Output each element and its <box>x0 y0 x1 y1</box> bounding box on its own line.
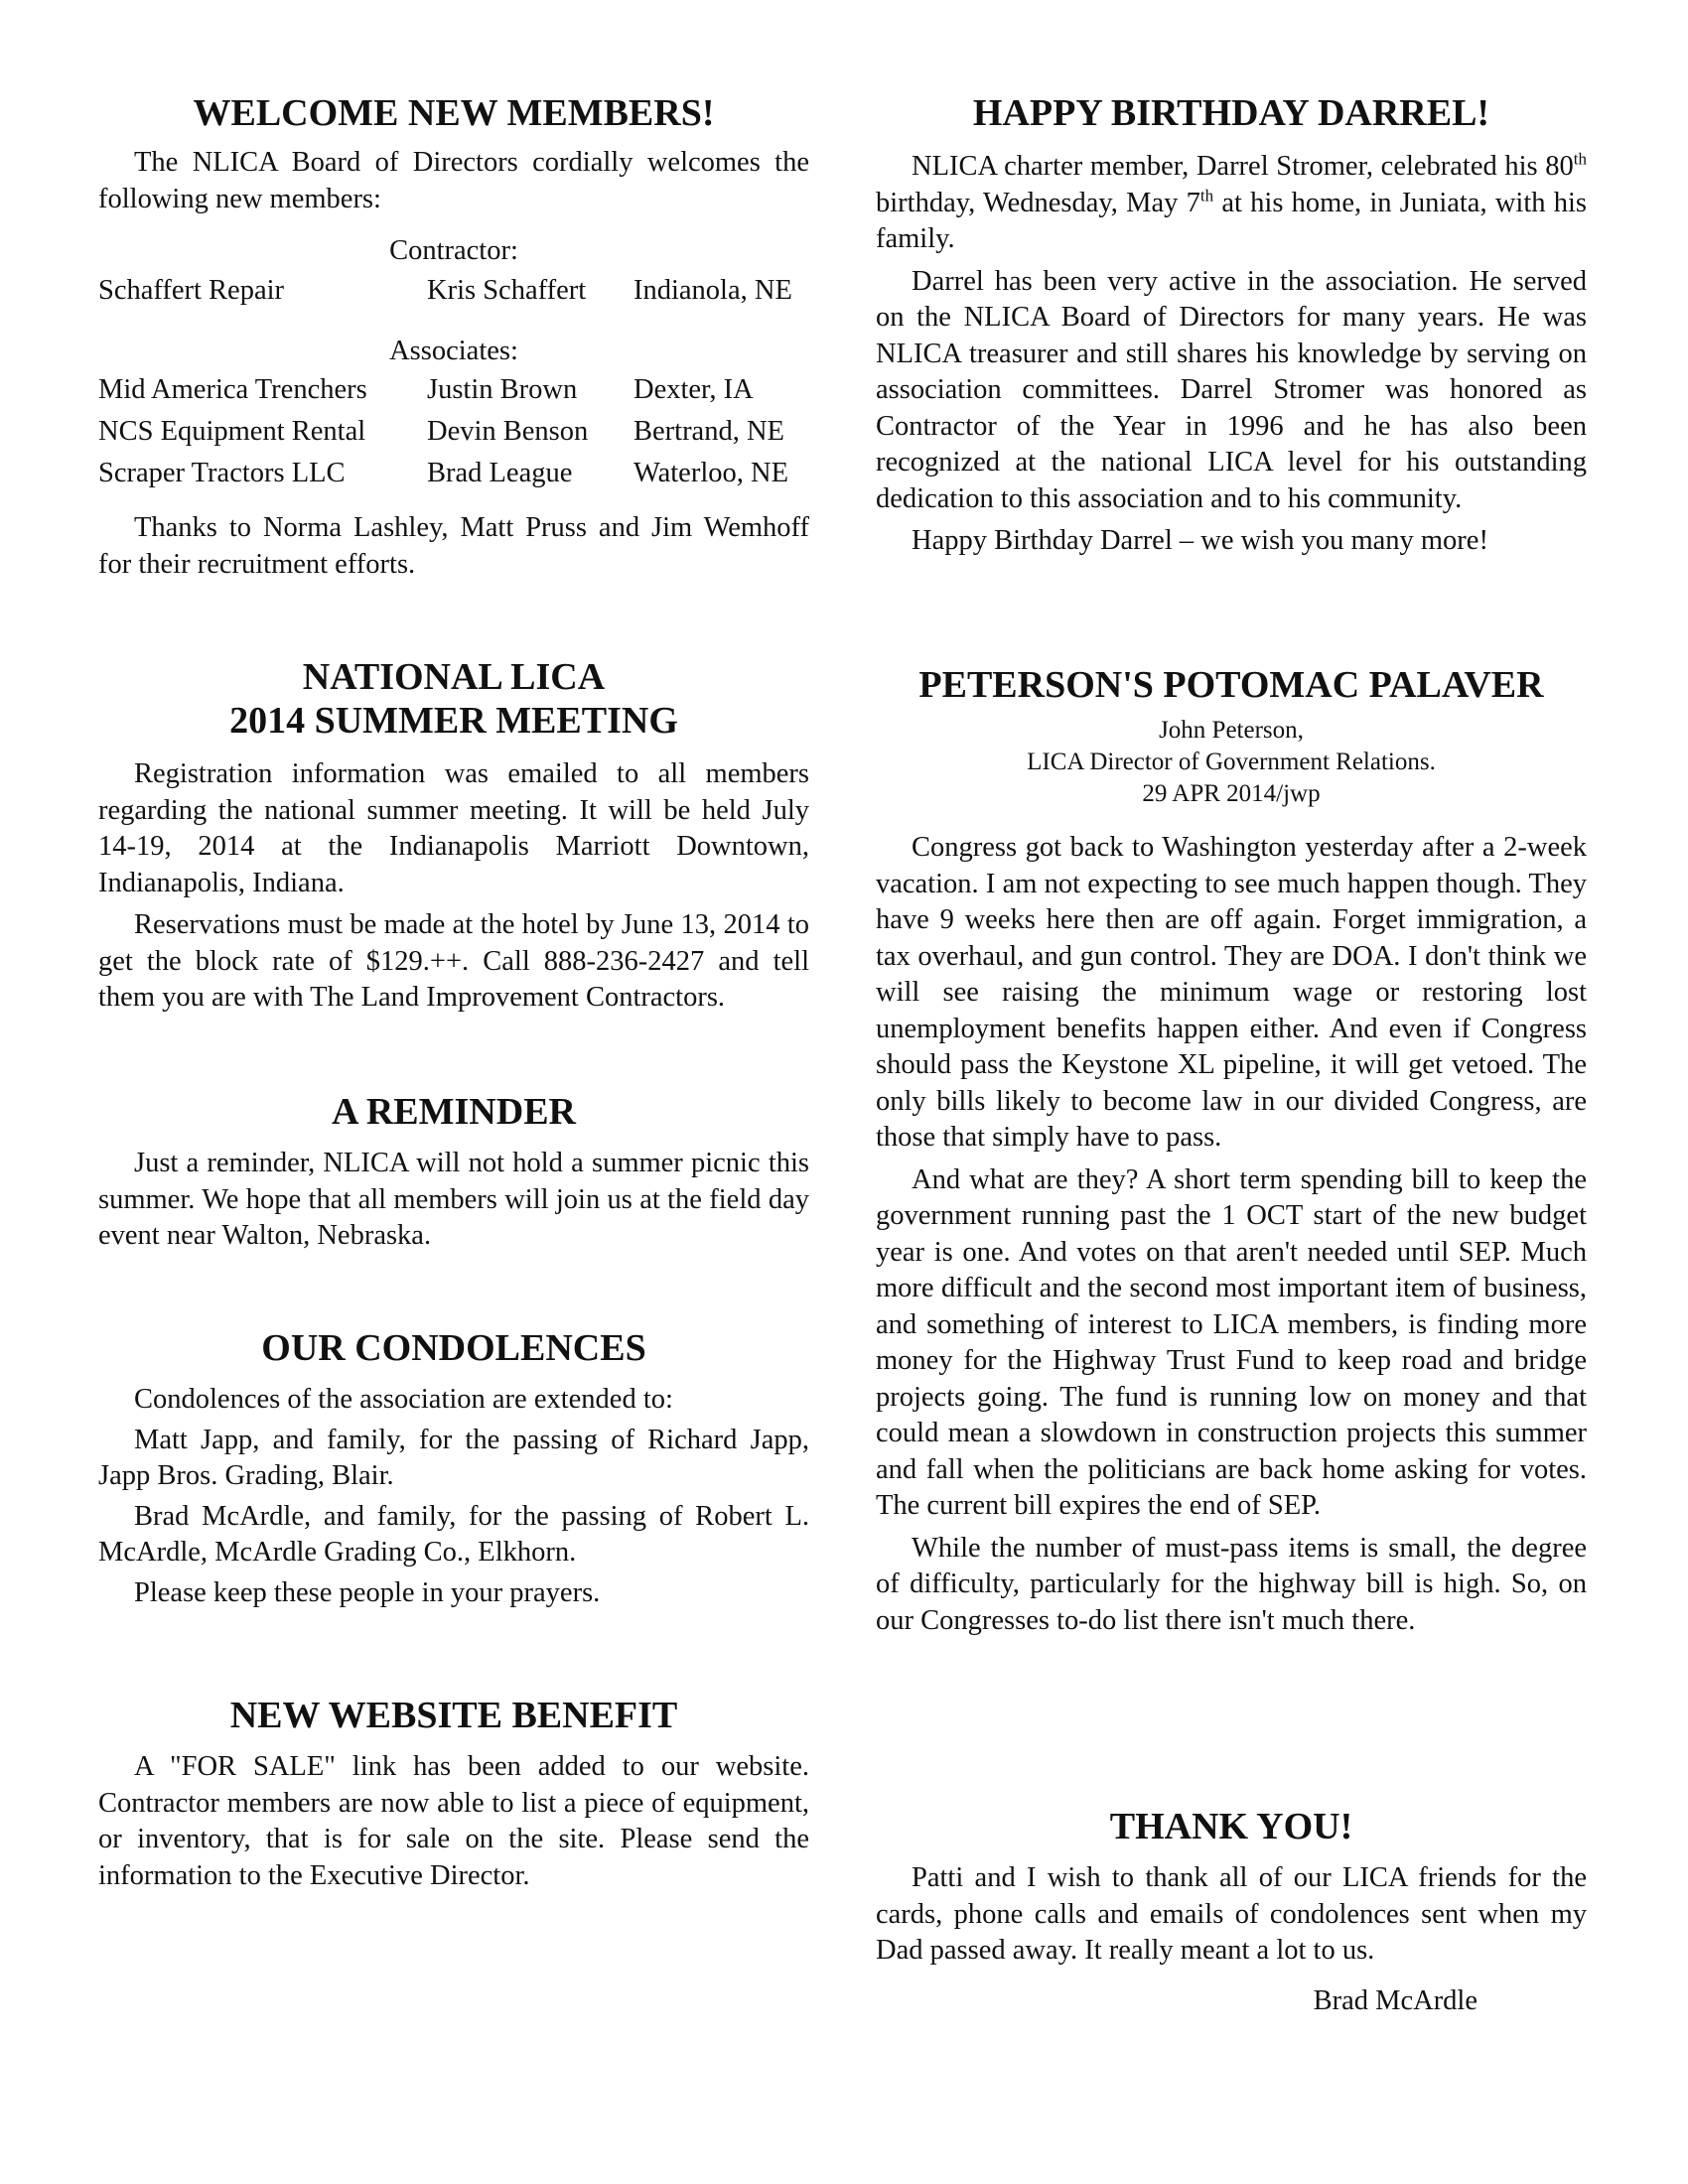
member-row <box>98 369 809 411</box>
member-name: Kris Schaffert <box>427 274 587 306</box>
birthday-text: NLICA charter member, Darrel Stromer, celebrated his 80 <box>912 151 1574 182</box>
condolences-section <box>98 1326 809 1611</box>
byline-date: 29 APR 2014/jwp <box>1142 780 1321 807</box>
byline-author: John Peterson, <box>1159 717 1304 744</box>
birthday-text: birthday, Wednesday, May 7 <box>876 187 1200 218</box>
birthday-section <box>876 91 1587 560</box>
member-row <box>98 453 809 494</box>
welcome-section <box>98 91 809 583</box>
palaver-paragraph: Congress got back to Washington yesterday after a 2-week vacation. I am not expecting to see much happen though. They have 9 weeks here then are off again. Forget immigration, a tax overhaul, and gun control. They are DOA. I don't think we will see raising the minimum wage or restoring lost unemployment benefits happen either. And even if Congress should pass the Keystone XL pipeline, it will get vetoed. The only bills likely to become law in our divided Congress, are those that simply have to pass. <box>876 832 1587 1153</box>
member-location: Indianola, NE <box>633 274 792 306</box>
birthday-title: HAPPY BIRTHDAY DARREL! <box>972 92 1490 134</box>
member-row <box>98 411 809 453</box>
national-paragraph: Registration information was emailed to all members regarding the national summer meeting. It will be held July 14-19, 2014 at the Indianapolis Marriott Downtown, Indianapolis, Indiana. <box>98 758 809 898</box>
palaver-title: PETERSON'S POTOMAC PALAVER <box>918 664 1544 706</box>
reminder-paragraph: Just a reminder, NLICA will not hold a summer picnic this summer. We hope that all members will join us at the field day event near Walton, Nebraska. <box>98 1148 809 1251</box>
member-name: Brad League <box>427 458 573 488</box>
byline-role: LICA Director of Government Relations. <box>1027 749 1436 775</box>
website-title: NEW WEBSITE BENEFIT <box>229 1695 678 1736</box>
birthday-text: at his home, in Juniata, with his family. <box>876 187 1587 254</box>
member-name: Justin Brown <box>427 374 578 405</box>
thankyou-title: THANK YOU! <box>1109 1806 1353 1847</box>
birthday-paragraph: Darrel has been very active in the association. He served on the NLICA Board of Directors for many years. He was NLICA treasurer and still shares his knowledge by serving on association committees. Darrel Stromer was honored as Contractor of the Year in 1996 and he has also been recognized at the national LICA level for his outstanding dedication to this association and to his community. <box>876 265 1587 514</box>
member-location: Waterloo, NE <box>633 458 788 488</box>
member-company: Schaffert Repair <box>98 274 285 306</box>
birthday-paragraph: Happy Birthday Darrel – we wish you many more! <box>912 525 1488 556</box>
thankyou-section <box>876 1805 1587 2019</box>
condolences-paragraph: Condolences of the association are extended to: <box>134 1384 673 1415</box>
palaver-byline <box>876 715 1587 810</box>
welcome-title: WELCOME NEW MEMBERS! <box>193 92 715 134</box>
palaver-paragraph: While the number of must-pass items is small, the degree of difficulty, particularly for the highway bill is high. So, on our Congresses to-do list there isn't much there. <box>876 1532 1587 1636</box>
member-company: NCS Equipment Rental <box>98 416 366 447</box>
national-title-line1: NATIONAL LICA <box>302 656 606 698</box>
contractor-label: Contractor: <box>389 235 518 266</box>
member-name: Devin Benson <box>427 416 589 447</box>
ordinal-suffix: th <box>1573 149 1587 169</box>
national-section <box>98 655 809 1017</box>
member-company: Mid America Trenchers <box>98 374 367 405</box>
website-section <box>98 1694 809 1894</box>
condolences-title: OUR CONDOLENCES <box>261 1327 646 1369</box>
thankyou-paragraph: Patti and I wish to thank all of our LICA friends for the cards, phone calls and emails of condolences sent when my Dad passed away. It really meant a lot to us. <box>876 1862 1587 1966</box>
national-title-line2: 2014 SUMMER MEETING <box>229 700 678 742</box>
member-location: Bertrand, NE <box>633 416 784 447</box>
website-paragraph: A "FOR SALE" link has been added to our website. Contractor members are now able to list a piece of equipment, or inventory, that is for sale on the site. Please send the information to the Executive Director. <box>98 1751 809 1891</box>
national-paragraph: Reservations must be made at the hotel by June 13, 2014 to get the block rate of $129.++. Call 888-236-2427 and tell them you are with The Land Improvement Contractors. <box>98 909 809 1013</box>
condolences-paragraph: Matt Japp, and family, for the passing of Richard Japp, Japp Bros. Grading, Blair. <box>98 1424 809 1491</box>
reminder-section <box>98 1090 809 1255</box>
welcome-thanks: Thanks to Norma Lashley, Matt Pruss and Jim Wemhoff for their recruitment efforts. <box>98 512 809 580</box>
palaver-section <box>876 663 1587 1639</box>
condolences-paragraph: Please keep these people in your prayers. <box>134 1576 601 1608</box>
thankyou-signature: Brad McArdle <box>1313 1984 1477 2016</box>
associates-label: Associates: <box>389 335 518 366</box>
reminder-title: A REMINDER <box>332 1091 576 1133</box>
ordinal-suffix: th <box>1199 186 1214 205</box>
member-location: Dexter, IA <box>633 374 754 405</box>
palaver-paragraph: And what are they? A short term spending bill to keep the government running past the 1 OCT start of the new budget year is one. And votes on that aren't needed until SEP. Much more difficult and the second most important item of business, and something of interest to LICA members, is finding more money for the Highway Trust Fund to keep road and bridge projects going. The fund is running low on money and that could mean a slowdown in construction projects this summer and fall when the politicians are back home asking for votes. The current bill expires the end of SEP. <box>876 1163 1587 1521</box>
member-row <box>98 270 809 312</box>
condolences-paragraph: Brad McArdle, and family, for the passing of Robert L. McArdle, McArdle Grading Co., Elkhorn. <box>98 1500 809 1568</box>
welcome-intro: The NLICA Board of Directors cordially welcomes the following new members: <box>98 147 809 214</box>
birthday-paragraph <box>876 149 1587 258</box>
member-company: Scraper Tractors LLC <box>98 458 346 488</box>
